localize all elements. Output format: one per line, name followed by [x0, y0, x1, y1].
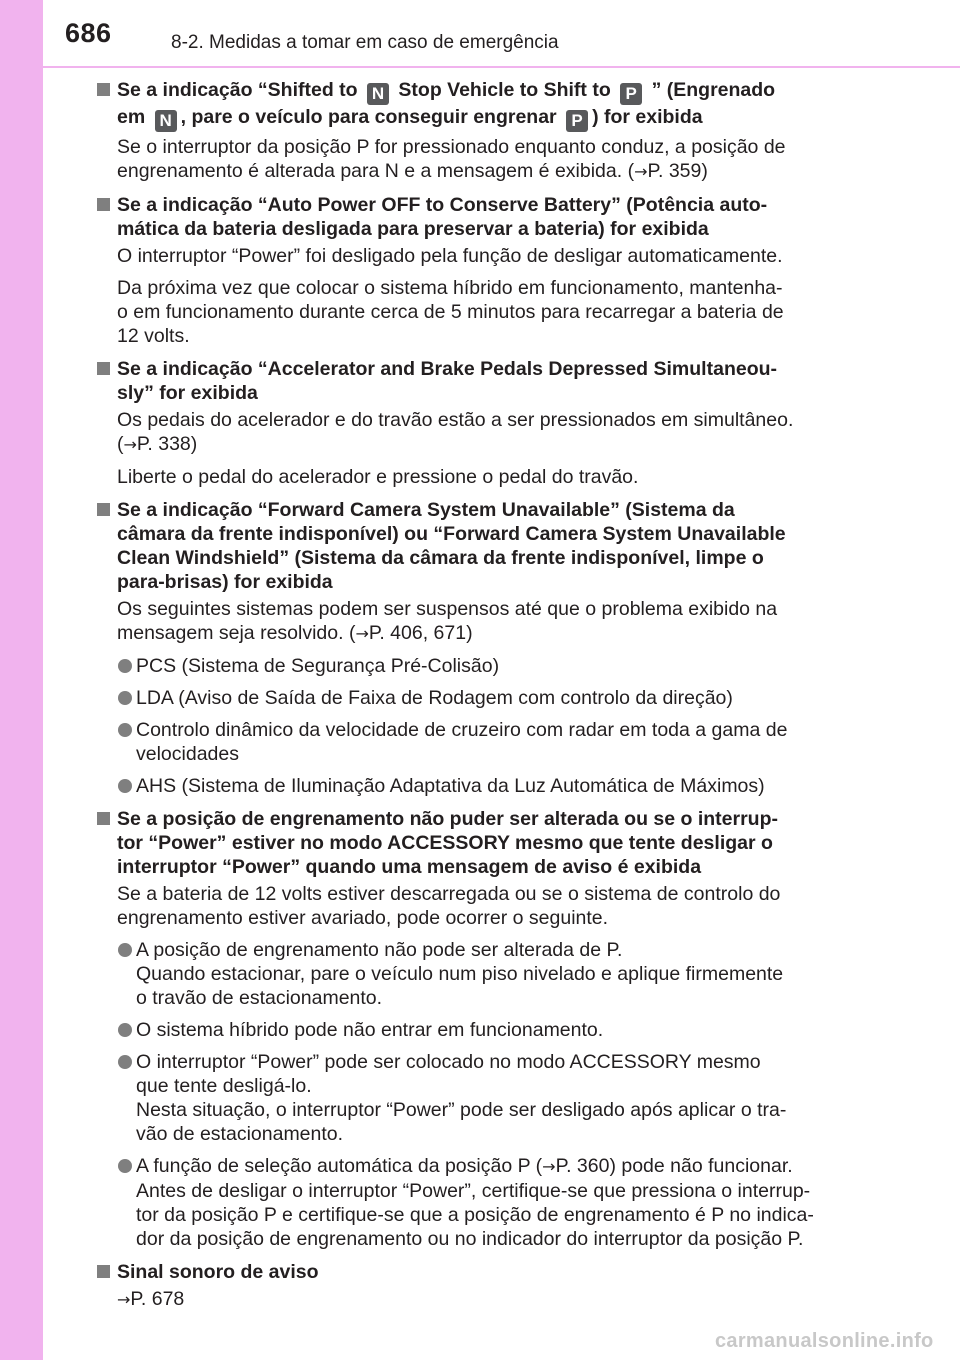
paragraph: Liberte o pedal do acelerador e pressione o pedal do travão.: [117, 466, 639, 488]
square-bullet-icon: [97, 503, 110, 516]
paragraph: Se o interruptor da posição P for pressionado enquanto conduz, a posição de engrenamento é alterada para N e a mensagem é exibida. (→P. 359): [117, 136, 786, 182]
circle-bullet-icon: [118, 659, 132, 673]
heading-warning-buzzer: Sinal sonoro de aviso: [95, 1260, 860, 1284]
circle-bullet-icon: [118, 779, 132, 793]
paragraph: Da próxima vez que colocar o sistema híbrido em funcionamento, mantenha- o em funcionamento durante cerca de 5 minutos para recarregar a bateria de 12 volts.: [117, 277, 784, 347]
arrow-right-icon: →: [542, 1157, 556, 1176]
circle-bullet-icon: [118, 1159, 132, 1173]
paragraph: Os pedais do acelerador e do travão estão a ser pressionados em simultâneo. (→P. 338): [117, 409, 794, 455]
gear-p-icon: P: [620, 83, 642, 105]
heading-shift-position-not-changed: Se a posição de engrenamento não puder ser alterada ou se o interrup- tor “Power” estiver no modo ACCESSORY mesmo que tente desligar o interruptor “Power” quando uma mensagem de aviso é exibida: [95, 807, 860, 879]
page-header: [43, 0, 960, 68]
page-content: [95, 78, 860, 1312]
list-item: PCS (Sistema de Segurança Pré-Colisão): [95, 654, 860, 678]
circle-bullet-icon: [118, 723, 132, 737]
square-bullet-icon: [97, 83, 110, 96]
gear-n-icon: N: [155, 110, 177, 132]
page-number: 686: [65, 18, 112, 48]
section-title: 8-2. Medidas a tomar em caso de emergência: [171, 32, 559, 53]
circle-bullet-icon: [118, 943, 132, 957]
arrow-right-icon: →: [355, 624, 369, 643]
heading-accelerator-brake: Se a indicação “Accelerator and Brake Pedals Depressed Simultaneou- sly” for exibida: [95, 357, 860, 405]
paragraph: Se a bateria de 12 volts estiver descarregada ou se o sistema de controlo do engrenamento estiver avariado, pode ocorrer o seguinte.: [117, 883, 781, 929]
arrow-right-icon: →: [117, 1290, 131, 1309]
list-item: O sistema híbrido pode não entrar em funcionamento.: [95, 1018, 860, 1042]
list-item: LDA (Aviso de Saída de Faixa de Rodagem com controlo da direção): [95, 686, 860, 710]
watermark: carmanualsonline.info: [715, 1330, 934, 1352]
square-bullet-icon: [97, 812, 110, 825]
list-item: O interruptor “Power” pode ser colocado no modo ACCESSORY mesmo que tente desligá-lo. Nesta situação, o interruptor “Power” pode ser desligado após aplicar o tra- vão de estacionamento.: [95, 1050, 860, 1146]
square-bullet-icon: [97, 198, 110, 211]
square-bullet-icon: [97, 362, 110, 375]
list-item: AHS (Sistema de Iluminação Adaptativa da Luz Automática de Máximos): [95, 774, 860, 798]
paragraph: →P. 678: [117, 1288, 185, 1310]
left-color-band: [0, 0, 43, 1360]
arrow-right-icon: →: [123, 435, 137, 454]
square-bullet-icon: [97, 1265, 110, 1278]
arrow-right-icon: →: [634, 162, 648, 181]
circle-bullet-icon: [118, 691, 132, 705]
circle-bullet-icon: [118, 1055, 132, 1069]
circle-bullet-icon: [118, 1023, 132, 1037]
list-item: Controlo dinâmico da velocidade de cruzeiro com radar em toda a gama de velocidades: [95, 718, 860, 766]
heading-auto-power-off: Se a indicação “Auto Power OFF to Conserve Battery” (Potência auto- mática da bateria desligada para preservar a bateria) for exibida: [95, 193, 860, 241]
paragraph: O interruptor “Power” foi desligado pela função de desligar automaticamente.: [117, 245, 783, 267]
list-item: A posição de engrenamento não pode ser alterada de P. Quando estacionar, pare o veículo num piso nivelado e aplique firmemente o travão de estacionamento.: [95, 938, 860, 1010]
gear-p-icon: P: [566, 110, 588, 132]
heading-forward-camera: Se a indicação “Forward Camera System Unavailable” (Sistema da câmara da frente indisponível) ou “Forward Camera System Unavailable Clean Windshield” (Sistema da câmara da frente indisponível, limpe o para-brisas) for exibida: [95, 498, 860, 594]
heading-shifted-to-n: Se a indicação “Shifted to N Stop Vehicle to Shift to P ” (Engrenado em N , pare o veículo para conseguir engrenar P ) for exibida: [95, 78, 860, 132]
paragraph: Os seguintes sistemas podem ser suspensos até que o problema exibido na mensagem seja resolvido. (→P. 406, 671): [117, 598, 778, 644]
gear-n-icon: N: [367, 83, 389, 105]
list-item: A função de seleção automática da posição P (→P. 360) pode não funcionar. Antes de desligar o interruptor “Power”, certifique-se que pressiona o interrup- tor da posição P e certifique-se que a posição de engrenamento é P no indica- dor da posição de engrenamento ou no indicador do interruptor da posição P.: [95, 1154, 860, 1251]
